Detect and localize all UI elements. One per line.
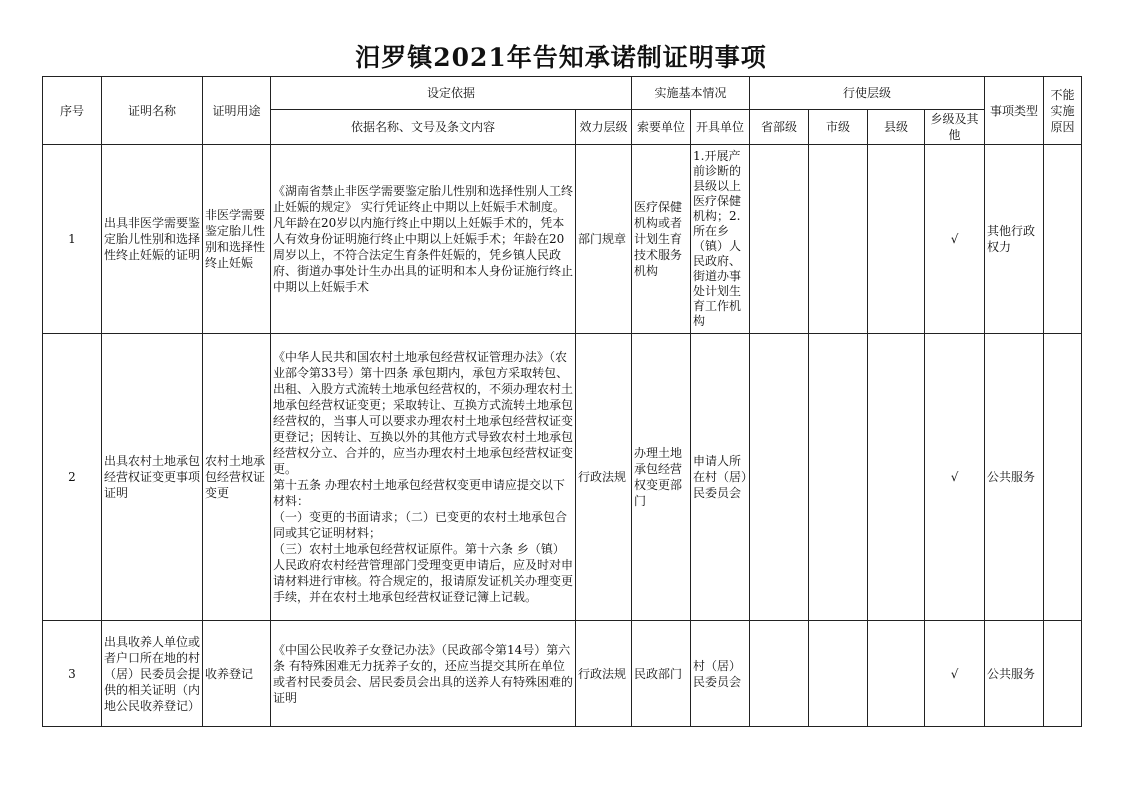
cell-issue: 村（居）民委员会: [691, 621, 750, 727]
header-city: 市级: [809, 110, 868, 145]
cell-purpose: 收养登记: [203, 621, 271, 727]
header-basis-content: 依据名称、文号及条文内容: [271, 110, 576, 145]
header-level-group: 行使层级: [750, 77, 985, 110]
header-province: 省部级: [750, 110, 809, 145]
cell-seq: 3: [43, 621, 102, 727]
cell-name: 出具非医学需要鉴定胎儿性别和选择性终止妊娠的证明: [102, 145, 203, 334]
cell-township-check: √: [925, 334, 985, 621]
cell-city: [809, 334, 868, 621]
cell-name: 出具农村土地承包经营权证变更事项证明: [102, 334, 203, 621]
cell-township-check: √: [925, 621, 985, 727]
cell-request: 民政部门: [632, 621, 691, 727]
cell-township-check: √: [925, 145, 985, 334]
table-row: [43, 621, 1082, 727]
cell-purpose: 农村土地承包经营权证变更: [203, 334, 271, 621]
cell-county: [868, 145, 925, 334]
cell-reason: [1044, 145, 1082, 334]
cell-county: [868, 621, 925, 727]
cell-issue: 申请人所在村（居）民委员会: [691, 334, 750, 621]
table-row: [43, 145, 1082, 334]
cell-purpose: 非医学需要鉴定胎儿性别和选择性终止妊娠: [203, 145, 271, 334]
cell-basis: 《湖南省禁止非医学需要鉴定胎儿性别和选择性别人工终止妊娠的规定》 实行凭证终止中期以上妊娠手术制度。凡年龄在20岁以内施行终止中期以上妊娠手术的，凭本人有效身份证明施行终止中期以上妊娠手术；年龄在20周岁以上，不符合法定生育条件妊娠的，凭乡镇人民政府、街道办事处计生办出具的证明和本人身份证施行终止中期以上妊娠手术: [271, 145, 576, 334]
header-request-unit: 索要单位: [632, 110, 691, 145]
cell-effect: 行政法规: [576, 334, 632, 621]
cell-city: [809, 621, 868, 727]
header-seq: 序号: [43, 77, 102, 145]
cell-seq: 1: [43, 145, 102, 334]
cell-type: 公共服务: [985, 334, 1044, 621]
cell-reason: [1044, 334, 1082, 621]
header-basis-group: 设定依据: [271, 77, 632, 110]
cell-city: [809, 145, 868, 334]
cell-request: 医疗保健机构或者计划生育技术服务机构: [632, 145, 691, 334]
cell-issue: 1.开展产前诊断的县级以上医疗保健机构；2.所在乡（镇）人民政府、街道办事处计划生育工作机构: [691, 145, 750, 334]
cell-type: 其他行政权力: [985, 145, 1044, 334]
cell-province: [750, 621, 809, 727]
cell-province: [750, 334, 809, 621]
cell-effect: 部门规章: [576, 145, 632, 334]
cell-name: 出具收养人单位或者户口所在地的村（居）民委员会提供的相关证明（内地公民收养登记）: [102, 621, 203, 727]
header-reason: 不能实施原因: [1044, 77, 1082, 145]
cell-type: 公共服务: [985, 621, 1044, 727]
proof-items-table: [42, 76, 1082, 727]
cell-basis: 《中国公民收养子女登记办法》（民政部令第14号）第六条 有特殊困难无力抚养子女的，还应当提交其所在单位或者村民委员会、居民委员会出具的送养人有特殊困难的证明: [271, 621, 576, 727]
header-effect-level: 效力层级: [576, 110, 632, 145]
header-type: 事项类型: [985, 77, 1044, 145]
header-name: 证明名称: [102, 77, 203, 145]
page-title: 汨罗镇2021年告知承诺制证明事项: [355, 43, 767, 72]
header-township: 乡级及其他: [925, 110, 985, 145]
cell-request: 办理土地承包经营权变更部门: [632, 334, 691, 621]
header-impl-group: 实施基本情况: [632, 77, 750, 110]
header-issue-unit: 开具单位: [691, 110, 750, 145]
cell-basis: 《中华人民共和国农村土地承包经营权证管理办法》（农业部令第33号）第十四条 承包期内，承包方采取转包、出租、入股方式流转土地承包经营权的，不须办理农村土地承包经营权证变更；采取转让、互换方式流转土地承包经营权的，当事人可以要求办理农村土地承包经营权证变更登记；因转让、互换以外的其他方式导致农村土地承包经营权分立、合并的，应当办理农村土地承包经营权证变更。 第十五条 办理农村土地承包经营权变更申请应提交以下材料： （一）变更的书面请求；（二）已变更的农村土地承包合同或其它证明材料； （三）农村土地承包经营权证原件。第十六条 乡（镇）人民政府农村经营管理部门受理变更申请后，应及时对申请材料进行审核。符合规定的，报请原发证机关办理变更手续，并在农村土地承包经营权证登记簿上记载。: [271, 334, 576, 621]
cell-reason: [1044, 621, 1082, 727]
cell-county: [868, 334, 925, 621]
cell-seq: 2: [43, 334, 102, 621]
cell-province: [750, 145, 809, 334]
header-purpose: 证明用途: [203, 77, 271, 145]
header-county: 县级: [868, 110, 925, 145]
cell-effect: 行政法规: [576, 621, 632, 727]
table-row: [43, 334, 1082, 621]
